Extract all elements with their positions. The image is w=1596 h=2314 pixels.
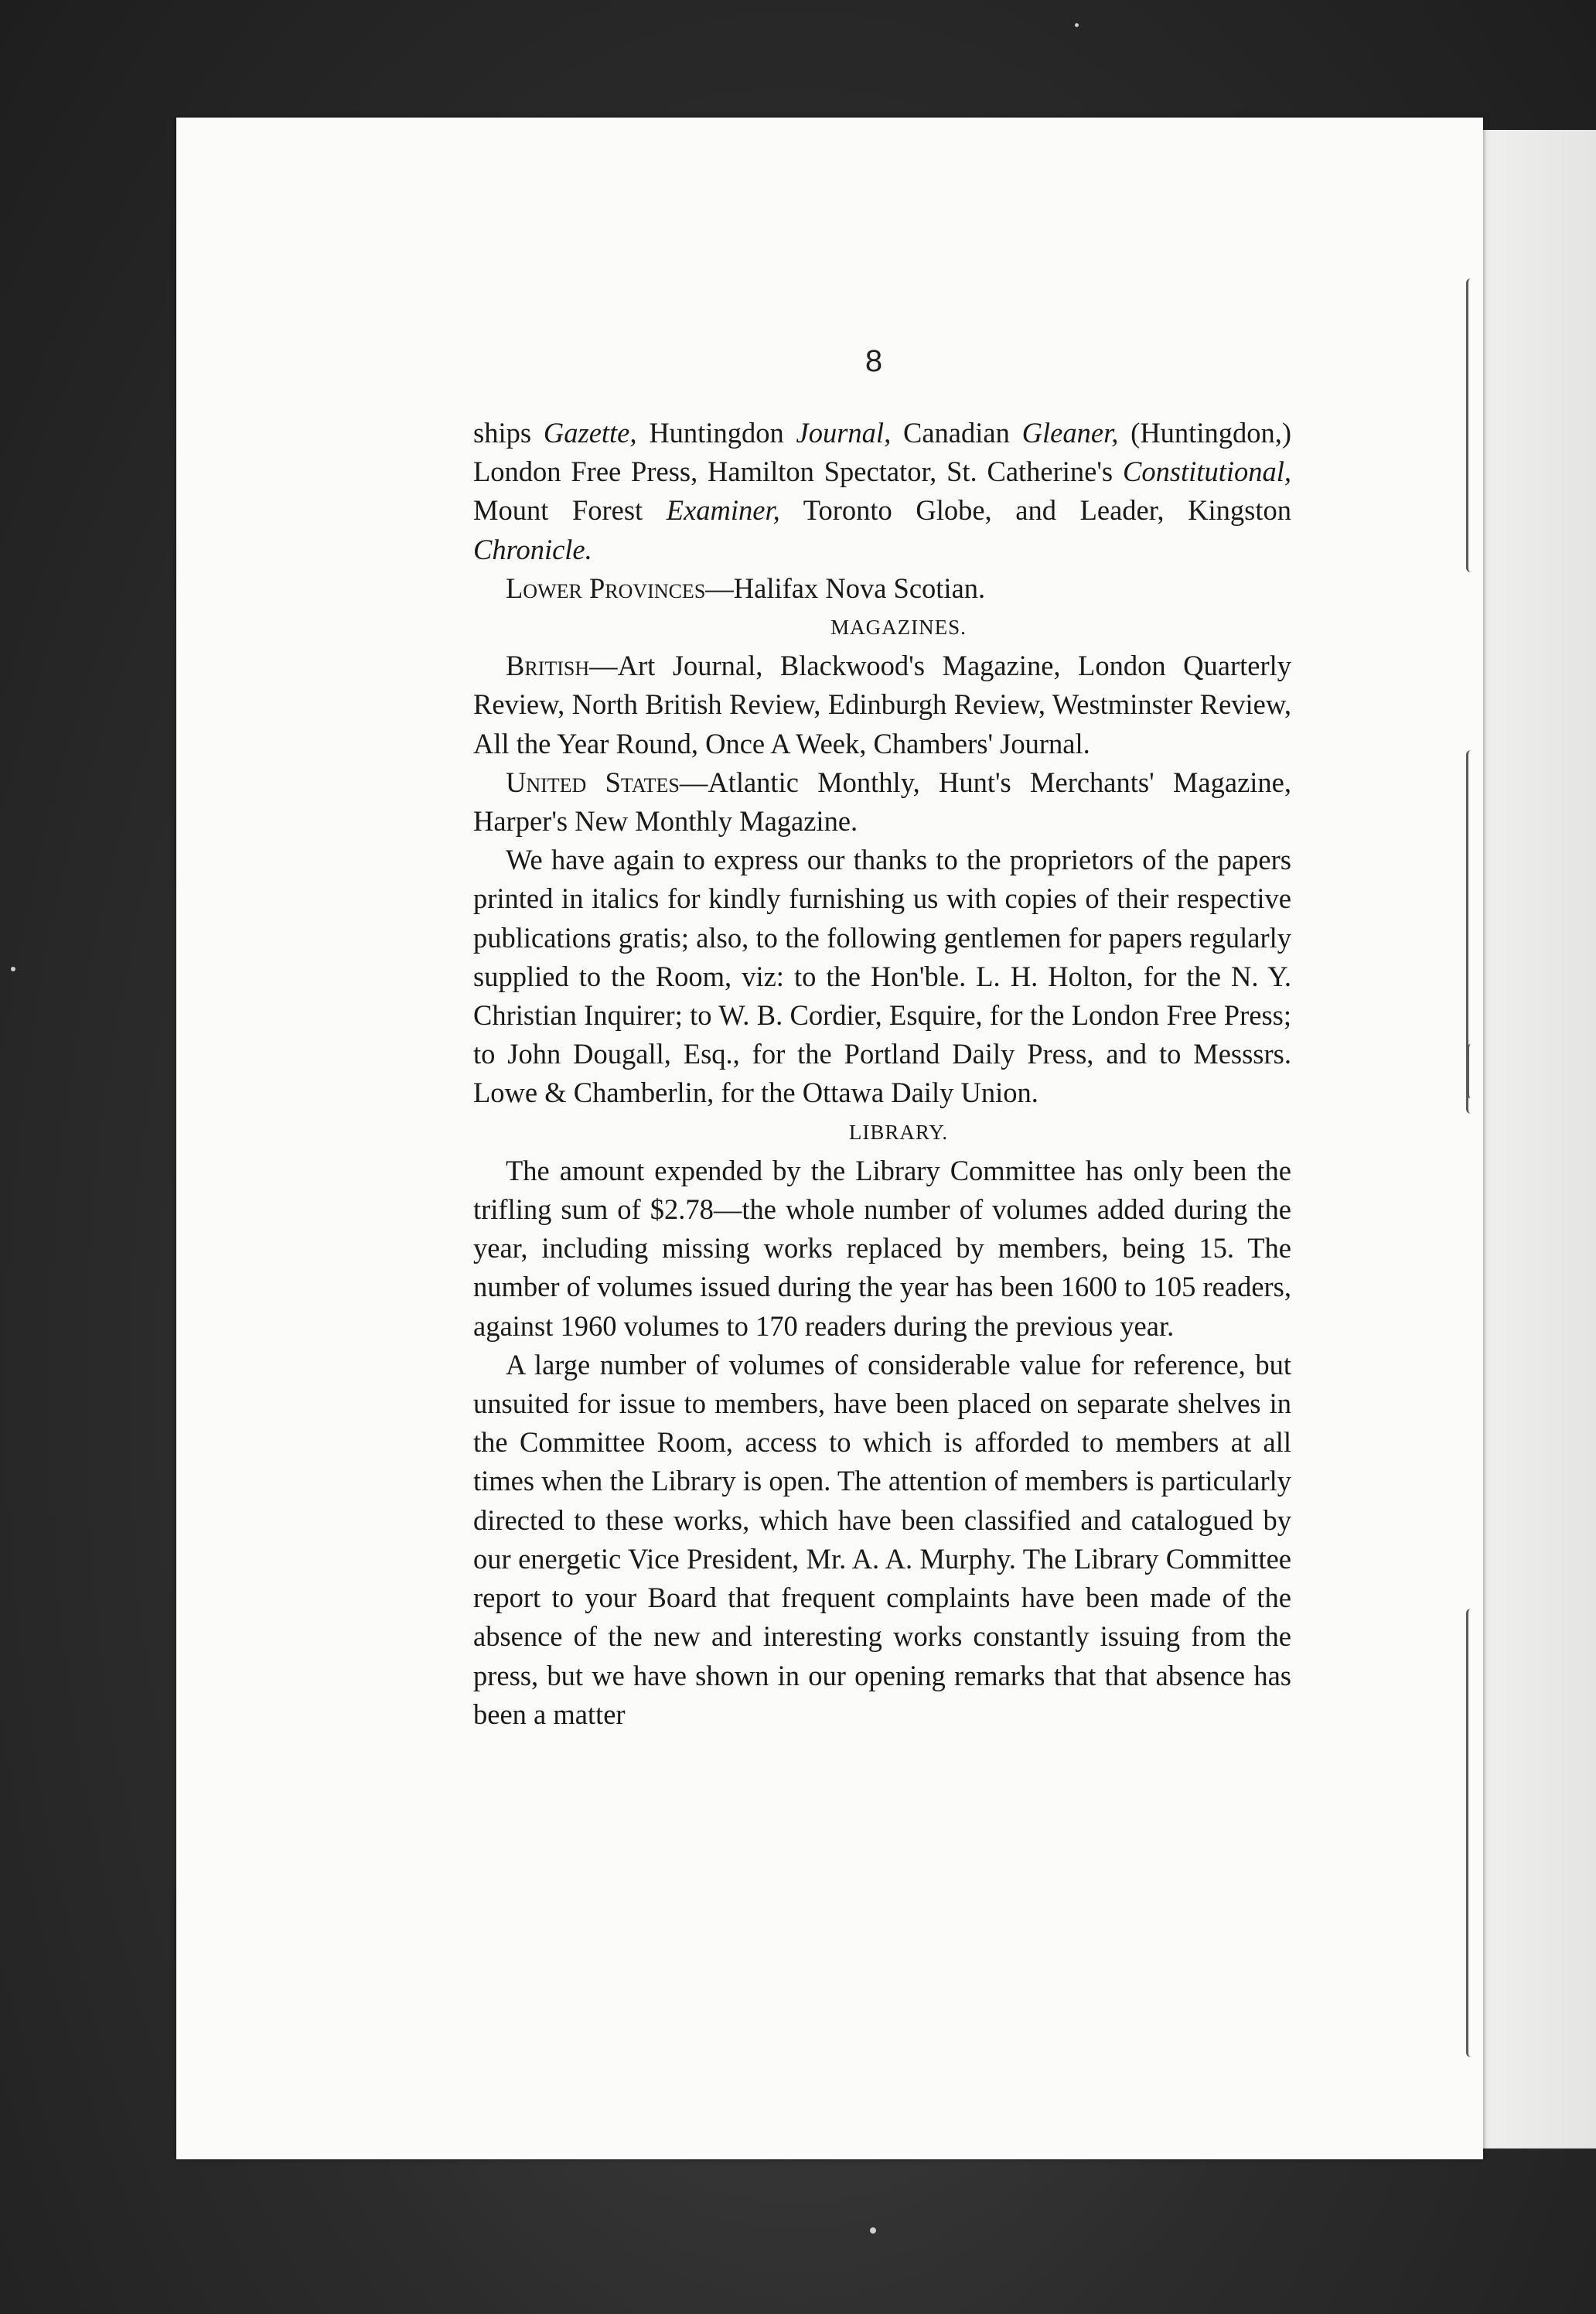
lower-provinces-paragraph — [473, 569, 1291, 608]
united-states-paragraph — [473, 763, 1291, 841]
text-run: Huntingdon — [636, 417, 796, 449]
facing-page-edge — [1483, 130, 1596, 2148]
section-label: United States — [506, 766, 680, 798]
library-paragraph-1: The amount expended by the Library Committee has only been the trifling sum of $2.78—the whole number of volumes added during the year, including missing works replaced by members, being 15. The number of volumes issued during the year has been 1600 to 105 readers, against 1960 volumes to 170 readers during the previous year. — [473, 1154, 1291, 1342]
text-run: Examiner, — [666, 494, 780, 527]
scan-speck — [11, 967, 15, 971]
newspapers-continued — [473, 414, 1291, 569]
text-run: Journal, — [796, 417, 892, 449]
british-paragraph — [473, 647, 1291, 763]
library-heading: LIBRARY. — [848, 1120, 949, 1144]
thanks-paragraph: We have again to express our thanks to the proprietors of the papers printed in italics for kindly furnishing us with copies of their respective publications gratis; also, to the following gentlemen for papers regularly supplied to the Room, viz: to the Hon'ble. L. H. Holton, for the N. Y. Christian Inquirer; to W. B. Cordier, Esquire, for the London Free Press; to John Dougall, Esq., for the Portland Daily Press, and to Messsrs. Lowe & Chamberlin, for the Ottawa Daily Union. — [473, 844, 1291, 1109]
text-run: ships — [473, 417, 544, 449]
scan-speck — [870, 2227, 876, 2234]
page-number: 8 — [864, 344, 883, 378]
library-paragraph-2: A large number of volumes of considerable value for reference, but unsuited for issue to members, have been placed on separate shelves in the Committee Room, access to which is afforded to members at all times when the Library is open. The attention of members is particularly directed to these works, which have been classified and catalogued by our energetic Vice President, Mr. A. A. Murphy. The Library Committee report to your Board that frequent complaints have been made of the absence of the new and interesting works constantly issuing from the press, but we have shown in our opening remarks that that absence has been a matter — [473, 1348, 1291, 1730]
binding-thread — [1466, 1609, 1476, 2057]
section-label: Lower Provinces — [506, 572, 706, 604]
body-text — [473, 414, 1291, 1734]
section-label: British — [506, 650, 590, 682]
text-run: Constitutional, — [1122, 456, 1291, 488]
text-run: (Huntingdon,) London Free Press, Hamilton Spectator, St. Catherine's — [473, 417, 1291, 488]
text-run: —Halifax Nova Scotian. — [705, 572, 986, 604]
text-run: Mount Forest — [473, 494, 667, 527]
text-run: —Art Journal, Blackwood's Magazine, London Quarterly Review, North British Review, Edinburgh Review, Westminster Review, All the Year Round, Once A Week, Chambers' Journal. — [473, 650, 1291, 759]
magazines-heading: MAGAZINES. — [830, 616, 967, 640]
scan-speck — [1075, 23, 1079, 27]
text-run: Chronicle. — [473, 533, 592, 565]
binding-thread — [1466, 278, 1476, 572]
text-run: Toronto Globe, and Leader, Kingston — [779, 494, 1291, 527]
text-run: Gazette, — [543, 417, 637, 449]
binding-thread — [1466, 1044, 1477, 1098]
text-run: Canadian — [891, 417, 1022, 449]
text-run: —Atlantic Monthly, Hunt's Merchants' Magazine, Harper's New Monthly Magazine. — [473, 766, 1291, 838]
text-run: Gleaner, — [1021, 417, 1119, 449]
